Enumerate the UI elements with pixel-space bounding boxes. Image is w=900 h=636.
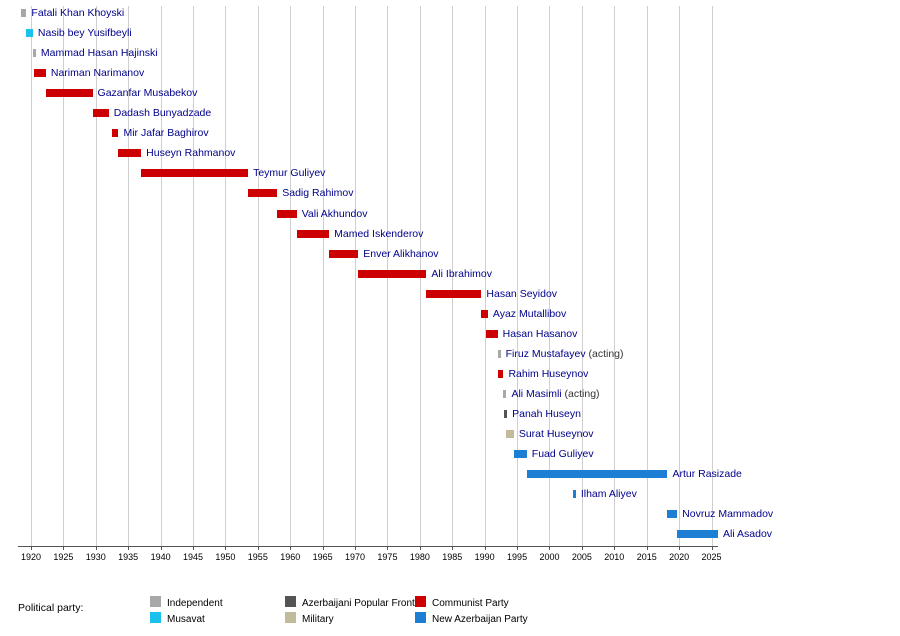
axis-tick-label: 1960 bbox=[280, 552, 301, 562]
gantt-bar[interactable] bbox=[527, 470, 668, 478]
legend-label: Military bbox=[302, 614, 334, 625]
legend-title: Political party: bbox=[18, 602, 84, 614]
axis-tick-label: 1975 bbox=[377, 552, 398, 562]
gantt-bar[interactable] bbox=[297, 230, 329, 238]
gantt-bar[interactable] bbox=[677, 530, 718, 538]
gantt-bar[interactable] bbox=[277, 210, 296, 218]
axis-tick-label: 1945 bbox=[182, 552, 204, 562]
gridline bbox=[323, 6, 324, 546]
legend-label: Azerbaijani Popular Front bbox=[302, 598, 415, 609]
gantt-bar-label: Ayaz Mutallibov bbox=[492, 307, 567, 320]
legend-item bbox=[150, 612, 205, 625]
axis-tick-label: 1925 bbox=[53, 552, 74, 562]
gantt-bar[interactable] bbox=[112, 129, 118, 137]
axis-tick-label: 1965 bbox=[312, 552, 333, 562]
gantt-bar-label: Novruz Mammadov bbox=[682, 508, 774, 521]
legend-label: Musavat bbox=[167, 614, 205, 625]
gantt-bar[interactable] bbox=[426, 290, 481, 298]
axis-tick-label: 1920 bbox=[20, 552, 41, 562]
gantt-bar[interactable] bbox=[93, 109, 109, 117]
gantt-bar-label: Gazanfar Musabekov bbox=[97, 87, 198, 100]
gantt-bar[interactable] bbox=[498, 350, 501, 358]
legend-label: Communist Party bbox=[432, 598, 509, 609]
legend-swatch bbox=[150, 596, 161, 607]
gantt-bar-label: Sadig Rahimov bbox=[282, 187, 354, 200]
legend-item bbox=[150, 596, 223, 609]
axis-tick-label: 2025 bbox=[701, 552, 722, 562]
axis-tick-label: 2020 bbox=[669, 552, 690, 562]
axis-tick-label: 1930 bbox=[85, 552, 106, 562]
gantt-bar[interactable] bbox=[573, 490, 576, 498]
gridline bbox=[225, 6, 226, 546]
gantt-bar-label: Fuad Guliyev bbox=[531, 448, 594, 461]
gantt-bar-label: Nariman Narimanov bbox=[50, 67, 145, 80]
gantt-bar[interactable] bbox=[667, 510, 677, 518]
gantt-bar-label: Teymur Guliyev bbox=[253, 167, 326, 180]
gantt-bar-label: Firuz Mustafayev (acting) bbox=[505, 347, 624, 360]
gantt-bar-label: Ilham Aliyev bbox=[580, 488, 637, 501]
legend-label: Independent bbox=[167, 598, 223, 609]
gridline bbox=[582, 6, 583, 546]
gantt-bar[interactable] bbox=[21, 9, 27, 17]
axis-tick-label: 1990 bbox=[474, 552, 495, 562]
gantt-bar-label: Mamed Iskenderov bbox=[334, 227, 424, 240]
gantt-bar[interactable] bbox=[33, 49, 36, 57]
gantt-bar[interactable] bbox=[118, 149, 141, 157]
axis-tick-label: 1970 bbox=[345, 552, 366, 562]
axis-tick-label: 1955 bbox=[247, 552, 268, 562]
gantt-bar-label: Hasan Seyidov bbox=[486, 287, 558, 300]
gridline bbox=[290, 6, 291, 546]
gridline bbox=[258, 6, 259, 546]
gantt-bar[interactable] bbox=[358, 270, 426, 278]
legend-item bbox=[285, 612, 334, 625]
axis-tick-label: 1940 bbox=[150, 552, 171, 562]
gantt-bar[interactable] bbox=[506, 430, 514, 438]
gantt-bar[interactable] bbox=[46, 89, 93, 97]
gantt-bar-label: Dadash Bunyadzade bbox=[113, 107, 212, 120]
axis-tick-label: 1935 bbox=[118, 552, 139, 562]
gridline bbox=[712, 6, 713, 546]
gantt-bar-label: Mammad Hasan Hajinski bbox=[40, 47, 158, 60]
axis-tick-label: 2000 bbox=[539, 552, 560, 562]
gantt-bar[interactable] bbox=[514, 450, 527, 458]
gantt-bar[interactable] bbox=[34, 69, 46, 77]
gantt-bar[interactable] bbox=[248, 189, 277, 197]
gantt-bar-label: Enver Alikhanov bbox=[363, 247, 439, 260]
legend-swatch bbox=[415, 596, 426, 607]
gantt-bar-label: Ali Asadov bbox=[723, 528, 773, 541]
legend-item bbox=[285, 596, 415, 609]
legend-swatch bbox=[285, 612, 296, 623]
axis-tick-label: 1980 bbox=[409, 552, 430, 562]
gantt-bar-label: Rahim Huseynov bbox=[508, 367, 589, 380]
gantt-bar[interactable] bbox=[498, 370, 504, 378]
axis-tick-label: 1995 bbox=[507, 552, 528, 562]
gantt-bar[interactable] bbox=[486, 330, 498, 338]
gantt-bar[interactable] bbox=[481, 310, 487, 318]
axis-tick-label: 2015 bbox=[636, 552, 657, 562]
x-axis-line bbox=[18, 546, 718, 547]
axis-tick-label: 1950 bbox=[215, 552, 236, 562]
gridline bbox=[679, 6, 680, 546]
gantt-bar[interactable] bbox=[26, 29, 32, 37]
legend-swatch bbox=[150, 612, 161, 623]
legend-item bbox=[415, 596, 509, 609]
gridline bbox=[517, 6, 518, 546]
gantt-bar-label: Huseyn Rahmanov bbox=[146, 147, 236, 160]
gantt-bar-label: Hasan Hasanov bbox=[502, 327, 578, 340]
gantt-bar-label: Ali Ibrahimov bbox=[431, 267, 493, 280]
axis-tick-label: 2010 bbox=[604, 552, 625, 562]
gantt-bar-label: Ali Masimli (acting) bbox=[511, 387, 600, 400]
gridline bbox=[63, 6, 64, 546]
legend-item bbox=[415, 612, 528, 625]
gantt-bar[interactable] bbox=[329, 250, 358, 258]
gantt-bar-label: Artur Rasizade bbox=[672, 468, 742, 481]
axis-tick-label: 2005 bbox=[571, 552, 592, 562]
gridline bbox=[31, 6, 32, 546]
chart-legend bbox=[0, 590, 900, 636]
gridline bbox=[614, 6, 615, 546]
axis-tick-label: 1985 bbox=[442, 552, 463, 562]
legend-swatch bbox=[415, 612, 426, 623]
legend-swatch bbox=[285, 596, 296, 607]
gantt-bar-label: Panah Huseyn bbox=[512, 408, 581, 420]
gantt-bar[interactable] bbox=[503, 390, 506, 398]
gantt-bar-label: Nasib bey Yusifbeyli bbox=[37, 27, 132, 40]
gantt-bar-label: Fatali Khan Khoyski bbox=[31, 7, 125, 19]
legend-label: New Azerbaijan Party bbox=[432, 614, 528, 625]
gantt-bar[interactable] bbox=[141, 169, 248, 177]
gridline bbox=[647, 6, 648, 546]
gantt-bar-label: Mir Jafar Baghirov bbox=[123, 127, 209, 140]
gridline bbox=[549, 6, 550, 546]
chart-plot-area bbox=[18, 6, 774, 562]
gantt-bar[interactable] bbox=[504, 410, 507, 418]
gantt-bar-label: Surat Huseynov bbox=[518, 428, 594, 441]
gridline bbox=[355, 6, 356, 546]
gantt-bar-label: Vali Akhundov bbox=[301, 207, 368, 220]
